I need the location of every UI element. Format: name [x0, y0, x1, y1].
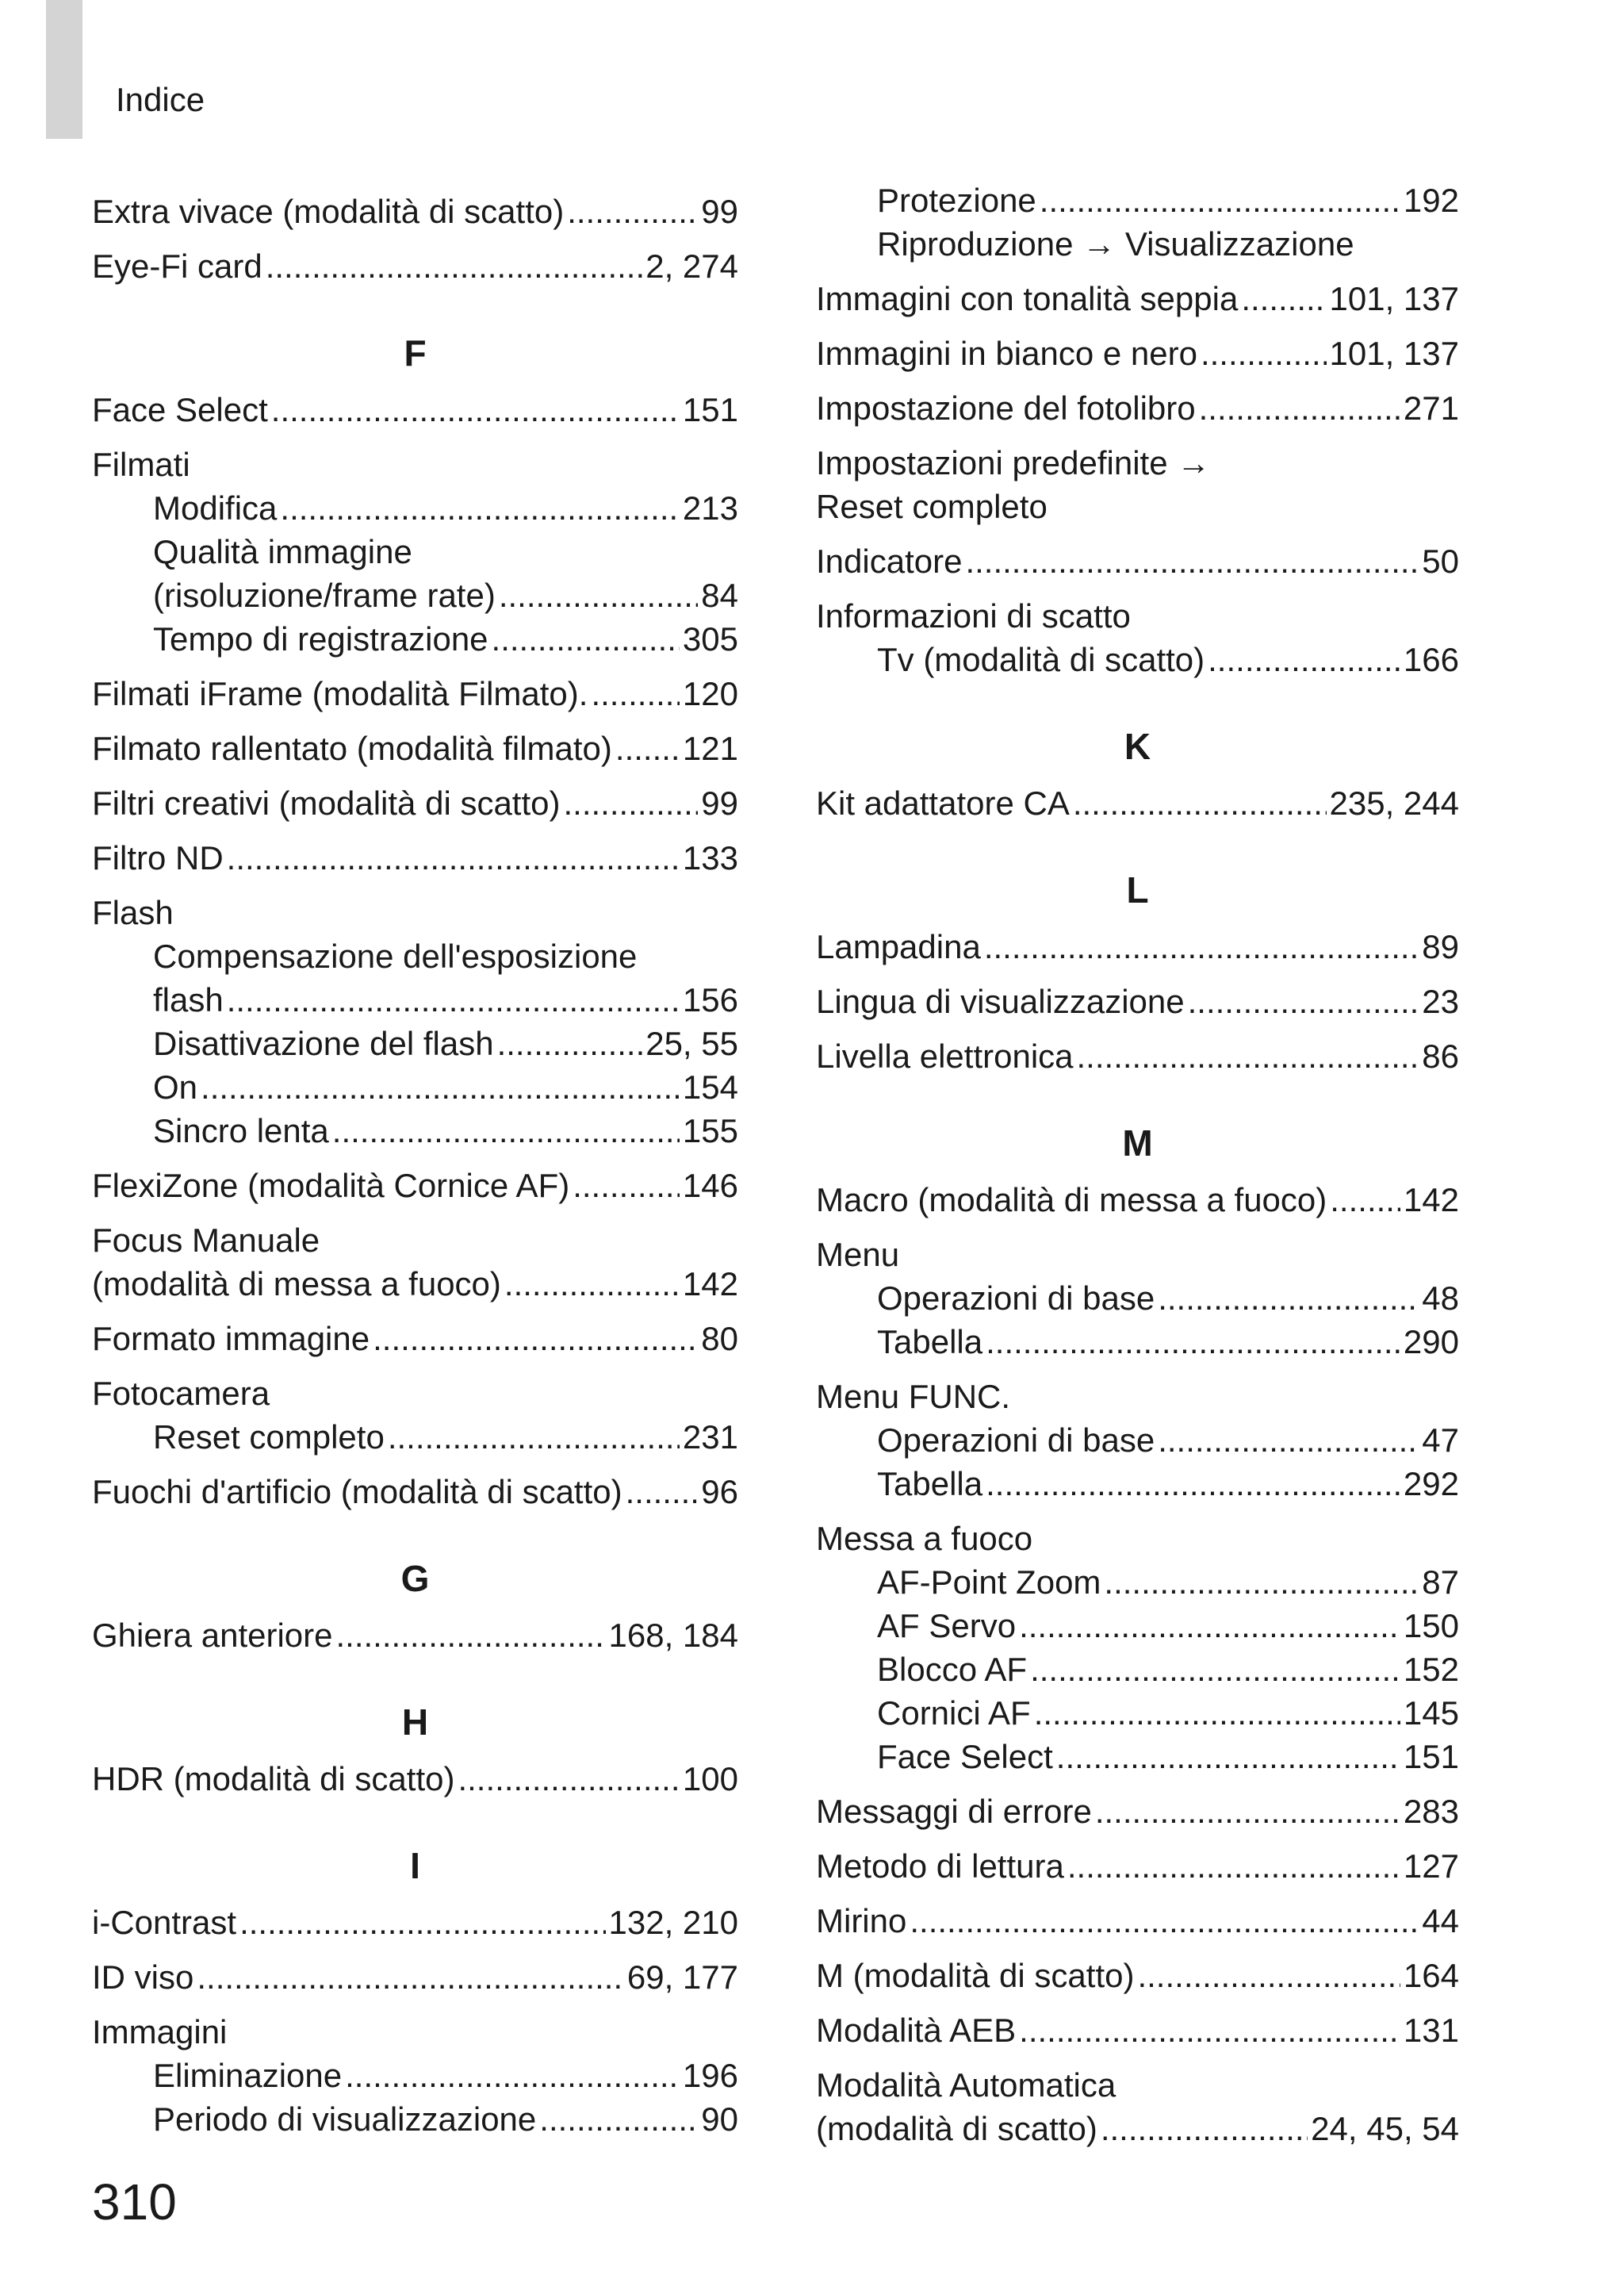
index-page-reference[interactable]: 154: [682, 1068, 738, 1106]
index-entry: [816, 441, 1459, 485]
index-entry-term: Cornici AF: [877, 1694, 1031, 1732]
index-entry-term: Fotocamera: [92, 1375, 270, 1412]
index-page-reference[interactable]: 86: [1422, 1038, 1459, 1075]
index-subentry: [816, 222, 1459, 266]
index-entry-term: Extra vivace (modalità di scatto): [92, 193, 565, 230]
index-page-reference[interactable]: 151: [1403, 1738, 1459, 1775]
index-entry-term: Filtro ND: [92, 839, 224, 876]
index-subentry: [816, 1320, 1459, 1364]
index-entry: [816, 485, 1459, 528]
index-column-left: [92, 178, 738, 2141]
section-tab-marker: [46, 0, 82, 139]
index-entry: [92, 190, 738, 233]
index-entry: [92, 1371, 738, 1415]
index-page-reference[interactable]: 213: [682, 489, 738, 527]
dot-leader: [986, 1320, 1400, 1364]
index-entry: [816, 2107, 1459, 2150]
dot-leader: [458, 1757, 679, 1801]
dot-leader: [332, 1109, 680, 1153]
index-page-reference[interactable]: 290: [1403, 1323, 1459, 1360]
index-entry-term: Indicatore: [816, 543, 963, 580]
index-entry: [816, 980, 1459, 1023]
index-entry: [816, 1899, 1459, 1943]
index-page-reference[interactable]: 69, 177: [626, 1958, 738, 1996]
index-subentry: [92, 530, 738, 573]
index-entry-term: i-Contrast: [92, 1904, 237, 1941]
index-entry: [92, 672, 738, 715]
index-entry: [816, 925, 1459, 969]
index-letter-heading: I: [410, 1845, 420, 1886]
dot-leader: [497, 1022, 643, 1065]
index-page-reference[interactable]: 47: [1422, 1421, 1459, 1459]
index-subentry: [816, 1604, 1459, 1647]
index-page-reference[interactable]: 80: [701, 1320, 738, 1357]
index-entry-term: Fuochi d'artificio (modalità di scatto): [92, 1473, 622, 1510]
index-entry: [92, 1262, 738, 1306]
dot-leader: [239, 1901, 605, 1944]
index-entry-term: Reset completo: [153, 1418, 385, 1456]
index-subentry: [816, 1647, 1459, 1691]
dot-leader: [271, 388, 680, 432]
index-entry-term: Disattivazione del flash: [153, 1025, 494, 1062]
index-subentry: [92, 934, 738, 978]
index-letter-heading: H: [401, 1701, 429, 1743]
index-page-reference[interactable]: 23: [1422, 983, 1459, 1020]
index-entry: [92, 891, 738, 934]
index-page-reference[interactable]: 192: [1403, 182, 1459, 219]
dot-leader: [1241, 277, 1326, 320]
index-entry: [92, 443, 738, 486]
index-entry: [92, 1613, 738, 1657]
index-entry: [92, 1901, 738, 1944]
index-page-reference[interactable]: 90: [701, 2100, 738, 2138]
index-subentry: [92, 617, 738, 661]
index-page-reference[interactable]: 50: [1422, 543, 1459, 580]
index-subentry: [816, 1691, 1459, 1735]
index-entry: [816, 1034, 1459, 1078]
index-entry-term: flash: [153, 981, 224, 1018]
index-entry-term: Immagini: [92, 2013, 228, 2050]
index-entry: [816, 386, 1459, 430]
dot-leader: [1077, 1034, 1419, 1078]
index-subentry: [816, 1418, 1459, 1462]
index-page-reference[interactable]: 133: [682, 839, 738, 876]
index-entry-term: Menu: [816, 1236, 900, 1273]
index-entry: [92, 1955, 738, 1999]
index-entry: [92, 1317, 738, 1360]
index-entry-term: Lingua di visualizzazione: [816, 983, 1185, 1020]
index-column-right: [816, 178, 1459, 2150]
section-title: Indice: [116, 81, 205, 118]
index-entry-term: Filtri creativi (modalità di scatto): [92, 784, 561, 822]
index-entry: [92, 1218, 738, 1262]
index-entry: [92, 2010, 738, 2054]
dot-leader: [1188, 980, 1419, 1023]
index-page-reference[interactable]: 271: [1403, 389, 1459, 427]
index-entry-term: Metodo di lettura: [816, 1847, 1064, 1885]
index-page-reference[interactable]: 131: [1403, 2012, 1459, 2049]
index-entry: [92, 1164, 738, 1207]
index-entry: [92, 781, 738, 825]
index-page-reference[interactable]: 24, 45, 54: [1311, 2110, 1459, 2147]
index-entry: [92, 727, 738, 770]
index-page-reference[interactable]: 101, 137: [1329, 280, 1459, 317]
index-entry-term: Informazioni di scatto: [816, 597, 1131, 635]
index-letter-heading: M: [1122, 1122, 1153, 1164]
dot-leader: [1056, 1735, 1400, 1778]
index-page-reference[interactable]: 84: [701, 577, 738, 614]
index-subentry: [816, 638, 1459, 681]
dot-leader: [1158, 1276, 1419, 1320]
index-entry-term: Blocco AF: [877, 1651, 1028, 1688]
index-entry: [816, 1233, 1459, 1276]
index-entry-term: Immagini con tonalità seppia: [816, 280, 1239, 317]
index-page-reference[interactable]: 87: [1422, 1563, 1459, 1601]
dot-leader: [965, 539, 1419, 583]
index-page-reference[interactable]: 100: [682, 1760, 738, 1797]
index-entry-term: Periodo di visualizzazione: [153, 2100, 537, 2138]
index-entry-term: Flash: [92, 894, 174, 931]
index-page-reference[interactable]: 164: [1403, 1957, 1459, 1994]
index-page-reference[interactable]: 120: [682, 675, 738, 712]
index-entry-term: (modalità di scatto): [816, 2110, 1097, 2147]
dot-leader: [227, 978, 680, 1022]
index-entry-term: Immagini in bianco e nero: [816, 335, 1197, 372]
dot-leader: [1030, 1647, 1400, 1691]
index-entry-term: (modalità di messa a fuoco): [92, 1265, 501, 1302]
dot-leader: [615, 727, 680, 770]
index-entry-term: Messaggi di errore: [816, 1793, 1092, 1830]
dot-leader: [539, 2097, 698, 2141]
index-page-reference[interactable]: 2, 274: [645, 247, 738, 285]
index-entry: [816, 2063, 1459, 2107]
index-entry-term: Compensazione dell'esposizione: [153, 938, 638, 975]
index-subentry: [92, 2097, 738, 2141]
dot-leader: [280, 486, 680, 530]
index-entry-term: Menu FUNC.: [816, 1378, 1011, 1415]
index-page-reference[interactable]: 89: [1422, 928, 1459, 965]
index-page-reference[interactable]: 121: [682, 730, 738, 767]
index-subentry: [816, 1560, 1459, 1604]
dot-leader: [1040, 178, 1400, 222]
index-page-reference[interactable]: 25, 55: [645, 1025, 738, 1062]
dot-leader: [1073, 781, 1327, 825]
index-entry-term: Sincro lenta: [153, 1112, 329, 1149]
dot-leader: [567, 190, 698, 233]
index-subentry: [816, 178, 1459, 222]
index-entry-term: On: [153, 1068, 198, 1106]
index-entry-term: Messa a fuoco: [816, 1520, 1033, 1557]
dot-leader: [227, 836, 680, 880]
index-entry-term: Operazioni di base: [877, 1279, 1155, 1317]
dot-leader: [986, 1462, 1400, 1506]
index-subentry: [92, 978, 738, 1022]
index-page-reference[interactable]: 150: [1403, 1607, 1459, 1644]
index-entry-term: Tabella: [877, 1465, 983, 1502]
index-subentry: [816, 1462, 1459, 1506]
dot-leader: [1208, 638, 1400, 681]
index-entry-term: Focus Manuale: [92, 1222, 320, 1259]
index-page-reference[interactable]: 156: [682, 981, 738, 1018]
index-page-reference[interactable]: 196: [682, 2057, 738, 2094]
index-entry-term: Eliminazione: [153, 2057, 343, 2094]
index-page-reference[interactable]: 168, 184: [608, 1617, 738, 1654]
index-page-reference[interactable]: 166: [1403, 641, 1459, 678]
dot-leader: [1067, 1844, 1400, 1888]
dot-leader: [563, 781, 698, 825]
index-subentry: [92, 1022, 738, 1065]
index-entry-term: Lampadina: [816, 928, 981, 965]
index-entry: [816, 781, 1459, 825]
index-entry: [816, 1375, 1459, 1418]
dot-leader: [1137, 1954, 1400, 1997]
index-entry: [816, 1789, 1459, 1833]
dot-leader: [1019, 2008, 1400, 2052]
index-entry-term: AF-Point Zoom: [877, 1563, 1101, 1601]
index-entry: [92, 244, 738, 288]
index-subentry: [92, 2054, 738, 2097]
index-entry: [816, 1178, 1459, 1222]
index-page-reference[interactable]: 101, 137: [1329, 335, 1459, 372]
index-entry: [92, 836, 738, 880]
index-subentry: [92, 1065, 738, 1109]
index-entry-term: Livella elettronica: [816, 1038, 1074, 1075]
index-letter-heading: F: [404, 332, 427, 374]
index-entry-term: ID viso: [92, 1958, 194, 1996]
dot-leader: [910, 1899, 1419, 1943]
index-entry: [816, 2008, 1459, 2052]
index-entry: [816, 277, 1459, 320]
index-entry-term: Macro (modalità di messa a fuoco): [816, 1181, 1327, 1218]
index-page-reference[interactable]: 235, 244: [1329, 784, 1459, 822]
dot-leader: [1034, 1691, 1400, 1735]
index-page-reference[interactable]: 283: [1403, 1793, 1459, 1830]
index-letter-heading: K: [1124, 726, 1151, 767]
dot-leader: [1199, 386, 1400, 430]
index-entry-term: (risoluzione/frame rate): [153, 577, 496, 614]
dot-leader: [1104, 1560, 1419, 1604]
dot-leader: [626, 1470, 699, 1513]
dot-leader: [984, 925, 1419, 969]
dot-leader: [1330, 1178, 1400, 1222]
index-entry: [816, 1844, 1459, 1888]
index-entry: [92, 388, 738, 432]
index-entry: [816, 539, 1459, 583]
index-page-reference[interactable]: 145: [1403, 1694, 1459, 1732]
dot-leader: [1095, 1789, 1400, 1833]
index-page-reference[interactable]: 305: [682, 620, 738, 658]
dot-leader: [266, 244, 643, 288]
index-subentry: [816, 1276, 1459, 1320]
index-entry-term: Face Select: [92, 391, 268, 428]
index-subentry: [816, 1735, 1459, 1778]
index-entry-term: Operazioni di base: [877, 1421, 1155, 1459]
index-entry-term: Protezione: [877, 182, 1036, 219]
dot-leader: [345, 2054, 680, 2097]
index-page-reference[interactable]: 155: [682, 1112, 738, 1149]
dot-leader: [201, 1065, 680, 1109]
index-letter-heading: L: [1126, 869, 1149, 911]
dot-leader: [591, 672, 679, 715]
index-entry-term: Mirino: [816, 1902, 907, 1939]
index-entry-term: Reset completo: [816, 488, 1048, 525]
index-entry-term: Tabella: [877, 1323, 983, 1360]
index-page-reference[interactable]: 231: [682, 1418, 738, 1456]
index-entry-term: Modalità AEB: [816, 2012, 1017, 2049]
index-entry: [816, 594, 1459, 638]
dot-leader: [504, 1262, 680, 1306]
dot-leader: [197, 1955, 624, 1999]
index-page-reference[interactable]: 146: [682, 1167, 738, 1204]
index-entry-term: HDR (modalità di scatto): [92, 1760, 455, 1797]
index-subentry: [92, 1415, 738, 1459]
index-entry-term: Tempo di registrazione: [153, 620, 488, 658]
dot-leader: [1019, 1604, 1400, 1647]
index-page-reference[interactable]: 48: [1422, 1279, 1459, 1317]
index-entry-term: Filmati: [92, 446, 190, 483]
index-page-reference[interactable]: 152: [1403, 1651, 1459, 1688]
dot-leader: [373, 1317, 698, 1360]
index-subentry: [92, 1109, 738, 1153]
dot-leader: [573, 1164, 680, 1207]
index-entry-term: Filmato rallentato (modalità filmato): [92, 730, 612, 767]
index-entry: [816, 1517, 1459, 1560]
index-page-reference[interactable]: 142: [1403, 1181, 1459, 1218]
index-entry-term: AF Servo: [877, 1607, 1017, 1644]
index-page-reference[interactable]: 44: [1422, 1902, 1459, 1939]
index-entry-term: Ghiera anteriore: [92, 1617, 333, 1654]
index-page-reference[interactable]: 132, 210: [608, 1904, 738, 1941]
index-entry-term: M (modalità di scatto): [816, 1957, 1135, 1994]
index-entry: [816, 1954, 1459, 1997]
index-entry-term: Filmati iFrame (modalità Filmato).: [92, 675, 588, 712]
index-page-reference[interactable]: 99: [701, 784, 738, 822]
index-page-reference[interactable]: 142: [682, 1265, 738, 1302]
index-entry-term: Impostazioni predefinite →: [816, 444, 1211, 481]
index-page-reference[interactable]: 96: [701, 1473, 738, 1510]
dot-leader: [1158, 1418, 1419, 1462]
index-entry-term: FlexiZone (modalità Cornice AF): [92, 1167, 570, 1204]
index-subentry: [92, 486, 738, 530]
index-entry-term: Qualità immagine: [153, 533, 412, 570]
dot-leader: [492, 617, 680, 661]
index-subentry: [92, 573, 738, 617]
dot-leader: [1201, 332, 1327, 375]
index-entry: [92, 1757, 738, 1801]
index-entry: [816, 332, 1459, 375]
index-entry-term: Modalità Automatica: [816, 2066, 1116, 2104]
dot-leader: [499, 573, 698, 617]
index-page-reference[interactable]: 292: [1403, 1465, 1459, 1502]
index-entry-term: Face Select: [877, 1738, 1053, 1775]
index-entry-term: Modifica: [153, 489, 278, 527]
dot-leader: [336, 1613, 606, 1657]
page-number: 310: [92, 2173, 177, 2231]
index-letter-heading: G: [400, 1558, 430, 1599]
index-entry-term: Formato immagine: [92, 1320, 370, 1357]
index-entry-term: Impostazione del fotolibro: [816, 389, 1196, 427]
index-page-reference[interactable]: 99: [701, 193, 738, 230]
index-entry-term: Tv (modalità di scatto): [877, 641, 1205, 678]
index-entry-term: Riproduzione → Visualizzazione: [877, 225, 1354, 263]
dot-leader: [388, 1415, 680, 1459]
dot-leader: [1101, 2107, 1308, 2150]
index-page-reference[interactable]: 151: [682, 391, 738, 428]
index-entry: [92, 1470, 738, 1513]
index-entry-term: Eye-Fi card: [92, 247, 262, 285]
index-page-reference[interactable]: 127: [1403, 1847, 1459, 1885]
index-entry-term: Kit adattatore CA: [816, 784, 1070, 822]
